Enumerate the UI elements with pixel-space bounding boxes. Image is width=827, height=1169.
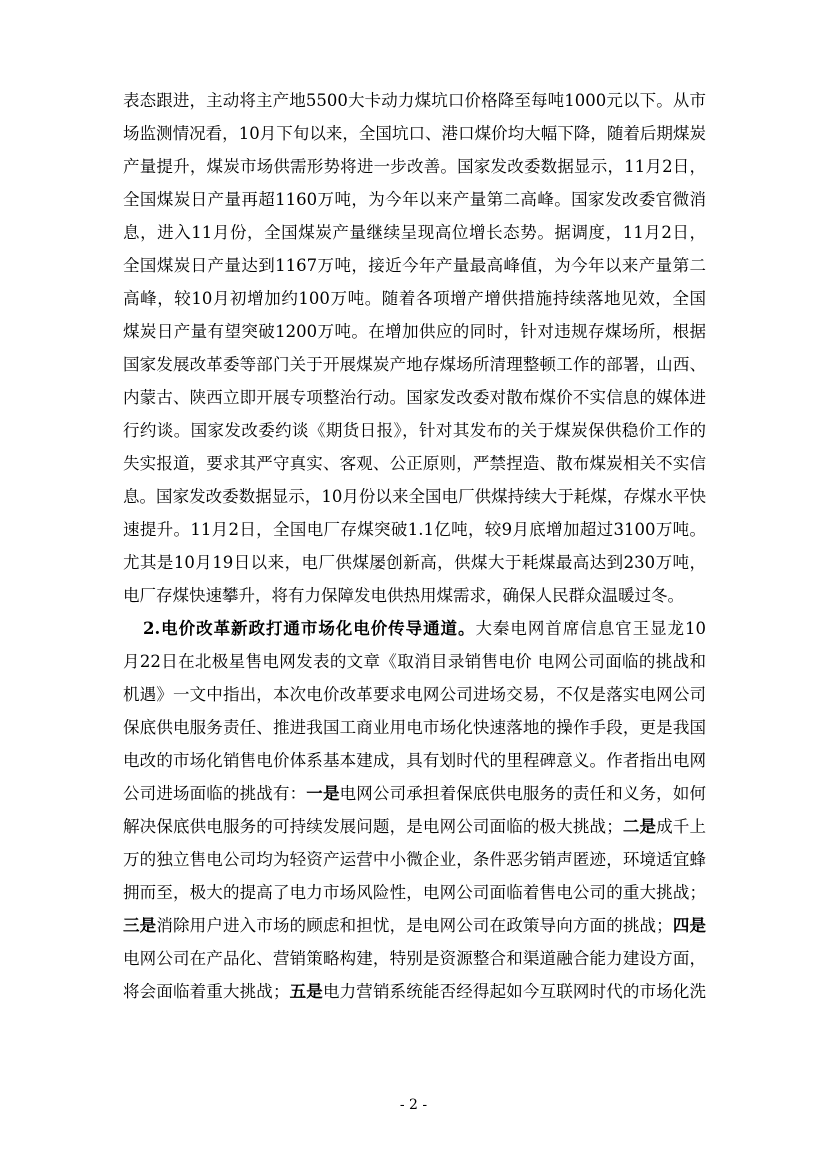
paragraph-line bbox=[123, 783, 706, 805]
paragraph-line: 电网公司在产品化、营销策略构建，特别是资源整合和渠道融合能力建设方面， bbox=[123, 949, 706, 968]
paragraph-line: 万的独立售电公司均为轻资产运营中小微企业，条件恶劣销声匿迹，环境适宜蜂 bbox=[123, 850, 706, 869]
paragraph-line: 电改的市场化销售电价体系基本建成，具有划时代的里程碑意义。作者指出电网 bbox=[123, 751, 706, 770]
paragraph-line: 国家发展改革委等部门关于开展煤炭产地存煤场所清理整顿工作的部署，山西、 bbox=[123, 355, 706, 374]
paragraph-text: 解决保底供电服务的可持续发展问题，是电网公司面临的极大挑战； bbox=[123, 817, 623, 836]
paragraph-line: 息，进入11月份，全国煤炭产量继续呈现高位增长态势。据调度，11月2日， bbox=[123, 223, 706, 242]
paragraph-line: 表态跟进，主动将主产地5500大卡动力煤坑口价格降至每吨1000元以下。从市 bbox=[123, 91, 706, 110]
paragraph-line: 失实报道，要求其严守真实、客观、公正原则，严禁捏造、散布煤炭相关不实信 bbox=[123, 454, 706, 473]
list-marker: 五是 bbox=[289, 982, 323, 1001]
paragraph-text: 消除用户进入市场的顾虑和担忧，是电网公司在政策导向方面的挑战； bbox=[156, 916, 673, 935]
paragraph-line bbox=[123, 816, 706, 838]
page-number: - 2 - bbox=[399, 1097, 428, 1113]
list-marker: 二是 bbox=[622, 817, 657, 836]
paragraph-line: 场监测情况看，10月下旬以来，全国坑口、港口煤价均大幅下降，随着后期煤炭 bbox=[123, 124, 706, 143]
paragraph-text: 电网公司承担着保底供电服务的责任和义务，如何 bbox=[339, 784, 706, 803]
paragraph-line: 电厂存煤快速攀升，将有力保障发电供热用煤需求，确保人民群众温暖过冬。 bbox=[123, 586, 684, 605]
paragraph-text: 将会面临着重大挑战； bbox=[123, 982, 290, 1001]
paragraph-line: 月22日在北极星售电网发表的文章《取消目录销售电价 电网公司面临的挑战和 bbox=[123, 652, 706, 671]
paragraph-line: 机遇》一文中指出，本次电价改革要求电网公司进场交易，不仅是落实电网公司 bbox=[123, 685, 706, 704]
list-marker: 一是 bbox=[306, 784, 340, 803]
paragraph-line: 息。国家发改委数据显示，10月份以来全国电厂供煤持续大于耗煤，存煤水平快 bbox=[123, 487, 706, 506]
paragraph-line: 行约谈。国家发改委约谈《期货日报》，针对其发布的关于煤炭保供稳价工作的 bbox=[123, 421, 706, 440]
paragraph-line: 拥而至，极大的提高了电力市场风险性，电网公司面临着售电公司的重大挑战； bbox=[123, 883, 706, 902]
section-heading: 2.电价改革新政打通市场化电价传导通道。 bbox=[143, 619, 476, 638]
paragraph-line: 内蒙古、陕西立即开展专项整治行动。国家发改委对散布煤价不实信息的媒体进 bbox=[123, 388, 706, 407]
paragraph-line: 全国煤炭日产量再超1160万吨，为今年以来产量第二高峰。国家发改委官微消 bbox=[123, 190, 706, 209]
paragraph-line: 产量提升，煤炭市场供需形势将进一步改善。国家发改委数据显示，11月2日， bbox=[123, 157, 706, 176]
paragraph-line bbox=[123, 981, 706, 1003]
paragraph-line: 煤炭日产量有望突破1200万吨。在增加供应的同时，针对违规存煤场所，根据 bbox=[123, 322, 706, 341]
paragraph-text: 大秦电网首席信息官王显龙10 bbox=[475, 619, 706, 638]
paragraph-text: 公司进场面临的挑战有： bbox=[123, 784, 307, 803]
list-marker: 四是 bbox=[672, 916, 706, 935]
paragraph-line: 尤其是10月19日以来，电厂供煤屡创新高，供煤大于耗煤最高达到230万吨， bbox=[123, 553, 706, 572]
paragraph-line bbox=[123, 915, 706, 937]
section-heading-line bbox=[143, 618, 706, 640]
list-marker: 三是 bbox=[123, 916, 157, 935]
paragraph-text: 电力营销系统能否经得起如今互联网时代的市场化洗 bbox=[322, 982, 706, 1001]
paragraph-line: 速提升。11月2日，全国电厂存煤突破1.1亿吨，较9月底增加超过3100万吨。 bbox=[123, 520, 706, 539]
paragraph-line: 保底供电服务责任、推进我国工商业用电市场化快速落地的操作手段，更是我国 bbox=[123, 718, 706, 737]
paragraph-line: 高峰，较10月初增加约100万吨。随着各项增产增供措施持续落地见效，全国 bbox=[123, 289, 706, 308]
paragraph-text: 成千上 bbox=[656, 817, 706, 836]
paragraph-line: 全国煤炭日产量达到1167万吨，接近今年产量最高峰值，为今年以来产量第二 bbox=[123, 256, 706, 275]
